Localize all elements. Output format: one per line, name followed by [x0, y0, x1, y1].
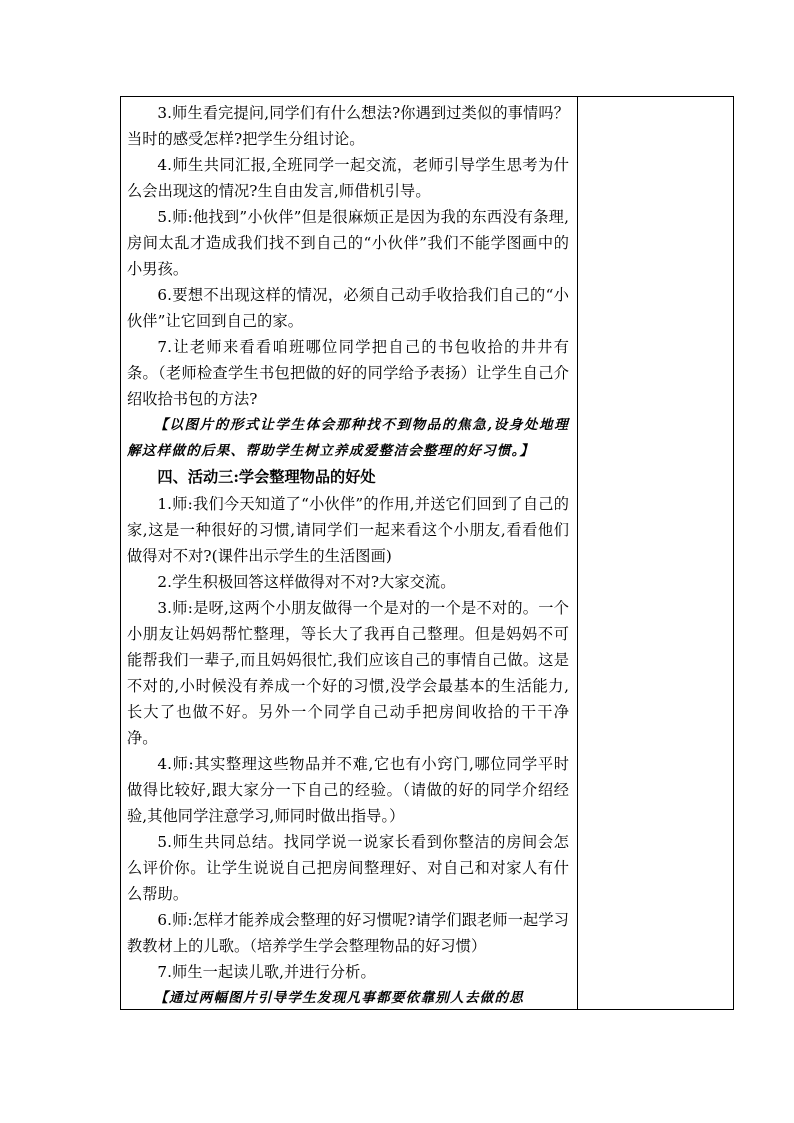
paragraph-step-3: 3.师生看完提问,同学们有什么想法?你遇到过类似的事情吗？当时的感受怎样?把学生分组讨论。	[127, 104, 569, 148]
design-intent-note: 【以图片的形式让学生体会那种找不到物品的焦急,设身处地理解这样做的后果、帮助学生树立养成爱整洁会整理的好习惯。】	[127, 417, 569, 459]
section-heading: 四、活动三:学会整理物品的好处	[157, 468, 376, 486]
activity3-step-6: 6.师:怎样才能养成会整理的好习惯呢?请学们跟老师一起学习教教材上的儿歌。（培养学生学会整理物品的好习惯）	[127, 911, 569, 955]
paragraph-step-6: 6.要想不出现这样的情况，必须自己动手收拾我们自己的“小伙伴”让它回到自己的家。	[127, 286, 569, 330]
teaching-process-cell	[121, 97, 578, 1009]
activity3-step-3: 3.师:是呀,这两个小朋友做得一个是对的一个是不对的。一个小朋友让妈妈帮忙整理，等长大了我再自己整理。但是妈妈不可能帮我们一辈子,而且妈妈很忙,我们应该自己的事情自己做。这是不对的,小时候没有养成一个好的习惯,没学会最基本的生活能力,长大了也做不好。另外一个同学自己动手把房间收拾的干干净净。	[127, 599, 569, 747]
lesson-plan-table	[120, 96, 734, 1010]
activity3-step-5: 5.师生共同总结。找同学说一说家长看到你整洁的房间会怎么评价你。让学生说说自己把房间整理好、对自己和对家人有什么帮助。	[127, 833, 569, 903]
activity3-step-4: 4.师:其实整理这些物品并不难,它也有小窍门,哪位同学平时做得比较好,跟大家分一下自己的经验。（请做的好的同学介绍经验,其他同学注意学习,师同时做出指导。）	[127, 755, 569, 825]
paragraph-step-7: 7.让老师来看看咱班哪位同学把自己的书包收拾的井井有条。（老师检查学生书包把做的好的同学给予表扬）让学生自己介绍收拾书包的方法?	[127, 338, 569, 408]
notes-column-cell	[578, 97, 733, 1009]
paragraph-step-4: 4.师生共同汇报,全班同学一起交流，老师引导学生思考为什么会出现这的情况?生自由发言,师借机引导。	[127, 156, 569, 200]
design-intent-note-2: 【通过两幅图片引导学生发现凡事都要依靠别人去做的思	[154, 990, 525, 1006]
activity3-step-2: 2.学生积极回答这样做得对不对?大家交流。	[157, 573, 456, 591]
activity3-step-7: 7.师生一起读儿歌,并进行分析。	[157, 963, 376, 981]
activity3-step-1: 1.师:我们今天知道了“小伙伴”的作用,并送它们回到了自己的家,这是一种很好的习惯,请同学们一起来看这个小朋友,看看他们做得对不对?(课件出示学生的生活图画)	[127, 495, 569, 565]
paragraph-step-5: 5.师:他找到”小伙伴”但是很麻烦正是因为我的东西没有条理,房间太乱才造成我们找不到自己的“小伙伴”我们不能学图画中的小男孩。	[127, 208, 569, 278]
